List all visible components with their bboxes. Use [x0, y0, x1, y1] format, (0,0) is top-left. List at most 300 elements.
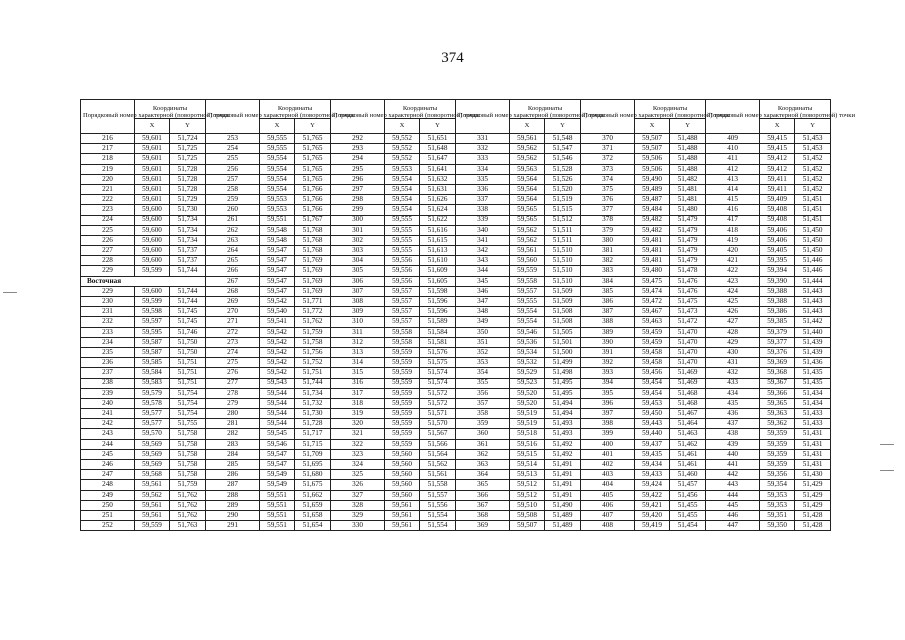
y-value: 51,439: [795, 347, 831, 357]
point-number: 232: [81, 317, 135, 327]
x-value: 59,557: [385, 307, 420, 317]
point-number: 282: [206, 429, 260, 439]
table-row: [81, 174, 831, 184]
point-number: 335: [456, 174, 510, 184]
table-row: [81, 144, 831, 154]
table-row: [81, 276, 831, 286]
x-value: 59,585: [135, 358, 170, 368]
y-value: 51,492: [545, 439, 581, 449]
x-value: 59,394: [760, 266, 795, 276]
header-y: Y: [295, 119, 331, 134]
point-number: 365: [456, 480, 510, 490]
x-value: 59,557: [385, 286, 420, 296]
x-value: 59,555: [260, 134, 295, 144]
x-value: 59,456: [635, 368, 670, 378]
x-value: 59,559: [510, 266, 545, 276]
x-value: 59,557: [510, 286, 545, 296]
y-value: 51,762: [170, 510, 206, 520]
point-number: 399: [581, 429, 635, 439]
x-value: 59,558: [385, 337, 420, 347]
header-y: Y: [670, 119, 706, 134]
x-value: 59,551: [260, 521, 295, 531]
x-value: 59,507: [635, 144, 670, 154]
x-value: 59,434: [635, 460, 670, 470]
point-number: 226: [81, 235, 135, 245]
point-number: 258: [206, 184, 260, 194]
point-number: 253: [206, 134, 260, 144]
x-value: 59,561: [510, 134, 545, 144]
point-number: 364: [456, 470, 510, 480]
y-value: 51,508: [545, 317, 581, 327]
point-number: 271: [206, 317, 260, 327]
y-value: 51,626: [420, 195, 456, 205]
y-value: 51,491: [545, 470, 581, 480]
x-value: 59,559: [385, 419, 420, 429]
y-value: 51,571: [420, 409, 456, 419]
y-value: 51,729: [170, 195, 206, 205]
y-value: 51,695: [295, 460, 331, 470]
y-value: 51,751: [170, 368, 206, 378]
point-number: 344: [456, 266, 510, 276]
y-value: 51,499: [545, 358, 581, 368]
y-value: 51,752: [295, 358, 331, 368]
point-number: 426: [706, 307, 760, 317]
x-value: 59,508: [510, 510, 545, 520]
y-value: 51,651: [420, 134, 456, 144]
y-value: 51,511: [545, 225, 581, 235]
y-value: 51,766: [295, 195, 331, 205]
y-value: 51,766: [295, 205, 331, 215]
point-number: 234: [81, 337, 135, 347]
x-value: 59,523: [510, 378, 545, 388]
x-value: 59,561: [135, 500, 170, 510]
point-number: 393: [581, 368, 635, 378]
point-number: 233: [81, 327, 135, 337]
y-value: 51,446: [795, 266, 831, 276]
y-value: 51,510: [545, 276, 581, 286]
point-number: 446: [706, 510, 760, 520]
x-value: 59,541: [260, 317, 295, 327]
point-number: 349: [456, 317, 510, 327]
point-number: 403: [581, 470, 635, 480]
x-value: 59,601: [135, 184, 170, 194]
x-value: 59,512: [510, 480, 545, 490]
x-value: 59,365: [760, 398, 795, 408]
point-number: 217: [81, 144, 135, 154]
point-number: 370: [581, 134, 635, 144]
x-value: 59,561: [135, 480, 170, 490]
x-value: 59,481: [635, 246, 670, 256]
x-value: 59,376: [760, 347, 795, 357]
y-value: 51,768: [295, 246, 331, 256]
y-value: 51,475: [670, 297, 706, 307]
x-value: 59,482: [635, 215, 670, 225]
point-number: 340: [456, 225, 510, 235]
point-number: 322: [331, 439, 385, 449]
point-number: 278: [206, 388, 260, 398]
point-number: 230: [81, 297, 135, 307]
y-value: 51,451: [795, 215, 831, 225]
y-value: 51,453: [795, 144, 831, 154]
x-value: 59,601: [135, 134, 170, 144]
x-value: 59,395: [760, 256, 795, 266]
y-value: 51,754: [170, 388, 206, 398]
y-value: 51,765: [295, 144, 331, 154]
header-coordinates: Координаты: [135, 100, 206, 119]
y-value: 51,500: [545, 347, 581, 357]
table-row: [81, 358, 831, 368]
table-row: [81, 327, 831, 337]
x-value: 59,454: [635, 388, 670, 398]
y-value: 51,567: [420, 429, 456, 439]
y-value: 51,622: [420, 215, 456, 225]
point-number: 357: [456, 398, 510, 408]
y-value: 51,641: [420, 164, 456, 174]
y-value: 51,756: [295, 347, 331, 357]
x-value: 59,474: [635, 286, 670, 296]
x-value: 59,561: [135, 510, 170, 520]
point-number: 368: [456, 510, 510, 520]
y-value: 51,443: [795, 297, 831, 307]
x-value: 59,559: [135, 521, 170, 531]
point-number: 286: [206, 470, 260, 480]
point-number: 366: [456, 490, 510, 500]
header-x: X: [135, 119, 170, 134]
x-value: 59,544: [260, 398, 295, 408]
point-number: 331: [456, 134, 510, 144]
y-value: 51,728: [295, 419, 331, 429]
point-number: 329: [331, 510, 385, 520]
x-value: 59,506: [635, 164, 670, 174]
x-value: 59,369: [760, 358, 795, 368]
header-point-number: Порядковый номер характерной (поворотной) точки: [456, 100, 510, 134]
point-number: 288: [206, 490, 260, 500]
y-value: 51,472: [670, 317, 706, 327]
y-value: 51,468: [670, 398, 706, 408]
point-number: 414: [706, 184, 760, 194]
y-value: 51,452: [795, 154, 831, 164]
y-value: 51,476: [670, 276, 706, 286]
point-number: 245: [81, 449, 135, 459]
y-value: 51,443: [795, 307, 831, 317]
x-value: 59,555: [260, 144, 295, 154]
x-value: 59,562: [510, 225, 545, 235]
y-value: 51,769: [295, 266, 331, 276]
header-y: Y: [795, 119, 831, 134]
point-number: 303: [331, 246, 385, 256]
y-value: 51,572: [420, 398, 456, 408]
x-value: 59,555: [385, 215, 420, 225]
table-row: [81, 409, 831, 419]
y-value: 51,734: [170, 225, 206, 235]
point-number: 299: [331, 205, 385, 215]
x-value: 59,367: [760, 378, 795, 388]
x-value: 59,601: [135, 174, 170, 184]
x-value: 59,542: [260, 337, 295, 347]
x-value: 59,600: [135, 215, 170, 225]
x-value: 59,458: [635, 347, 670, 357]
y-value: 51,554: [420, 521, 456, 531]
x-value: 59,542: [260, 358, 295, 368]
point-number: 259: [206, 195, 260, 205]
x-value: 59,435: [635, 449, 670, 459]
point-number: 395: [581, 388, 635, 398]
point-number: 417: [706, 215, 760, 225]
point-number: 269: [206, 297, 260, 307]
x-value: 59,569: [135, 439, 170, 449]
y-value: 51,454: [670, 521, 706, 531]
point-number: 416: [706, 205, 760, 215]
point-number: 358: [456, 409, 510, 419]
x-value: 59,388: [760, 297, 795, 307]
y-value: 51,470: [670, 337, 706, 347]
x-value: 59,359: [760, 429, 795, 439]
margin-mark: [880, 444, 894, 445]
point-number: 427: [706, 317, 760, 327]
x-value: 59,560: [385, 449, 420, 459]
x-value: 59,489: [635, 184, 670, 194]
x-value: 59,544: [260, 409, 295, 419]
y-value: 51,498: [545, 368, 581, 378]
point-number: 298: [331, 195, 385, 205]
y-value: 51,440: [795, 327, 831, 337]
point-number: 359: [456, 419, 510, 429]
y-value: 51,610: [420, 256, 456, 266]
point-number: 350: [456, 327, 510, 337]
x-value: 59,408: [760, 205, 795, 215]
point-number: 375: [581, 184, 635, 194]
point-number: 351: [456, 337, 510, 347]
point-number: 244: [81, 439, 135, 449]
header-point-number: Порядковый номер характерной (поворотной) точки: [206, 100, 260, 134]
table-body: [81, 134, 831, 531]
point-number: 438: [706, 429, 760, 439]
y-value: 51,456: [670, 490, 706, 500]
point-number: 302: [331, 235, 385, 245]
y-value: 51,772: [295, 307, 331, 317]
y-value: 51,576: [420, 347, 456, 357]
point-number: 354: [456, 368, 510, 378]
table-row: [81, 164, 831, 174]
x-value: 59,542: [260, 327, 295, 337]
point-number: 323: [331, 449, 385, 459]
point-number: 428: [706, 327, 760, 337]
point-number: 394: [581, 378, 635, 388]
x-value: 59,411: [760, 184, 795, 194]
point-number: 433: [706, 378, 760, 388]
table-row: [81, 398, 831, 408]
y-value: 51,754: [170, 398, 206, 408]
y-value: 51,762: [170, 490, 206, 500]
x-value: 59,554: [510, 307, 545, 317]
y-value: 51,734: [170, 235, 206, 245]
y-value: 51,479: [670, 256, 706, 266]
point-number: 289: [206, 500, 260, 510]
y-value: 51,509: [545, 286, 581, 296]
point-number: 236: [81, 358, 135, 368]
x-value: 59,548: [260, 235, 295, 245]
x-value: 59,559: [385, 378, 420, 388]
x-value: 59,552: [385, 144, 420, 154]
point-number: 283: [206, 439, 260, 449]
x-value: 59,554: [385, 184, 420, 194]
point-number: 240: [81, 398, 135, 408]
x-value: 59,510: [510, 500, 545, 510]
y-value: 51,746: [170, 327, 206, 337]
point-number: 261: [206, 215, 260, 225]
y-value: 51,462: [670, 439, 706, 449]
y-value: 51,548: [545, 134, 581, 144]
x-value: 59,601: [135, 144, 170, 154]
y-value: 51,479: [670, 225, 706, 235]
y-value: 51,709: [295, 449, 331, 459]
x-value: 59,547: [260, 246, 295, 256]
y-value: 51,457: [670, 480, 706, 490]
table-row: [81, 429, 831, 439]
y-value: 51,435: [795, 368, 831, 378]
point-number: 447: [706, 521, 760, 531]
x-value: 59,559: [385, 409, 420, 419]
y-value: 51,493: [545, 419, 581, 429]
point-number: 333: [456, 154, 510, 164]
x-value: 59,519: [510, 409, 545, 419]
y-value: 51,495: [545, 388, 581, 398]
y-value: 51,481: [670, 184, 706, 194]
point-number: 224: [81, 215, 135, 225]
x-value: 59,409: [760, 195, 795, 205]
y-value: 51,461: [670, 449, 706, 459]
y-value: 51,769: [295, 276, 331, 286]
point-number: 409: [706, 134, 760, 144]
point-number: 315: [331, 368, 385, 378]
y-value: 51,609: [420, 266, 456, 276]
x-value: 59,554: [385, 174, 420, 184]
point-number: 216: [81, 134, 135, 144]
y-value: 51,751: [170, 378, 206, 388]
point-number: 347: [456, 297, 510, 307]
x-value: 59,514: [510, 460, 545, 470]
point-number: 383: [581, 266, 635, 276]
x-value: 59,553: [260, 195, 295, 205]
x-value: 59,390: [760, 276, 795, 286]
point-number: 218: [81, 154, 135, 164]
point-number: 419: [706, 235, 760, 245]
x-value: 59,565: [510, 215, 545, 225]
point-number: 445: [706, 500, 760, 510]
point-number: 316: [331, 378, 385, 388]
point-number: 362: [456, 449, 510, 459]
point-number: 300: [331, 215, 385, 225]
point-number: 338: [456, 205, 510, 215]
x-value: 59,547: [260, 286, 295, 296]
point-number: 420: [706, 246, 760, 256]
x-value: 59,420: [635, 510, 670, 520]
x-value: 59,577: [135, 409, 170, 419]
point-number: 223: [81, 205, 135, 215]
x-value: 59,482: [635, 225, 670, 235]
point-number: 424: [706, 286, 760, 296]
point-number: 378: [581, 215, 635, 225]
y-value: 51,730: [295, 409, 331, 419]
point-number: 277: [206, 378, 260, 388]
point-number: 308: [331, 297, 385, 307]
point-number: 285: [206, 460, 260, 470]
x-value: 59,561: [385, 510, 420, 520]
y-value: 51,428: [795, 521, 831, 531]
y-value: 51,469: [670, 368, 706, 378]
x-value: 59,547: [260, 266, 295, 276]
x-value: 59,368: [760, 368, 795, 378]
x-value: 59,557: [385, 297, 420, 307]
table-row: [81, 266, 831, 276]
point-number: 280: [206, 409, 260, 419]
y-value: 51,450: [795, 235, 831, 245]
point-number: 400: [581, 439, 635, 449]
y-value: 51,494: [545, 409, 581, 419]
x-value: 59,454: [635, 378, 670, 388]
x-value: 59,536: [510, 337, 545, 347]
x-value: 59,459: [635, 327, 670, 337]
y-value: 51,564: [420, 449, 456, 459]
point-number: 219: [81, 164, 135, 174]
point-number: 262: [206, 225, 260, 235]
x-value: 59,551: [260, 490, 295, 500]
point-number: 318: [331, 398, 385, 408]
y-value: 51,734: [295, 388, 331, 398]
point-number: 246: [81, 460, 135, 470]
x-value: 59,419: [635, 521, 670, 531]
y-value: 51,759: [295, 327, 331, 337]
x-value: 59,562: [135, 490, 170, 500]
y-value: 51,519: [545, 195, 581, 205]
x-value: 59,549: [260, 470, 295, 480]
x-value: 59,453: [635, 398, 670, 408]
y-value: 51,452: [795, 184, 831, 194]
x-value: 59,564: [510, 174, 545, 184]
y-value: 51,434: [795, 388, 831, 398]
x-value: 59,353: [760, 490, 795, 500]
point-number: 377: [581, 205, 635, 215]
y-value: 51,547: [545, 144, 581, 154]
x-value: 59,555: [385, 225, 420, 235]
point-number: 392: [581, 358, 635, 368]
x-value: 59,600: [135, 256, 170, 266]
y-value: 51,762: [295, 317, 331, 327]
x-value: 59,353: [760, 500, 795, 510]
point-number: 401: [581, 449, 635, 459]
y-value: 51,480: [670, 205, 706, 215]
x-value: 59,484: [635, 205, 670, 215]
x-value: 59,385: [760, 317, 795, 327]
point-number: 398: [581, 419, 635, 429]
x-value: 59,597: [135, 317, 170, 327]
y-value: 51,763: [170, 521, 206, 531]
x-value: 59,481: [635, 235, 670, 245]
y-value: 51,490: [545, 500, 581, 510]
y-value: 51,557: [420, 490, 456, 500]
y-value: 51,505: [545, 327, 581, 337]
y-value: 51,451: [795, 205, 831, 215]
y-value: 51,451: [795, 195, 831, 205]
point-number: 334: [456, 164, 510, 174]
x-value: 59,354: [760, 480, 795, 490]
point-number: 248: [81, 480, 135, 490]
y-value: 51,493: [545, 429, 581, 439]
y-value: 51,581: [420, 337, 456, 347]
point-number: 304: [331, 256, 385, 266]
x-value: 59,564: [510, 195, 545, 205]
x-value: 59,560: [510, 256, 545, 266]
